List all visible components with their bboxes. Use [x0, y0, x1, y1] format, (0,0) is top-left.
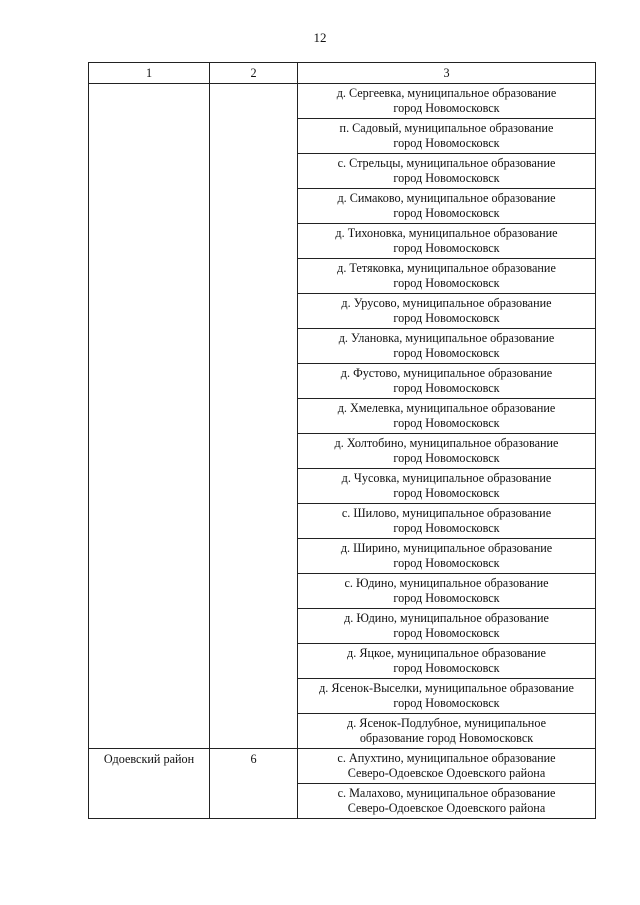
settlement-text-line: образование город Новомосковск: [359, 731, 534, 745]
settlement-text-line: город Новомосковск: [393, 696, 500, 710]
settlement-text-line: д. Улановка, муниципальное образование: [338, 331, 555, 345]
settlement-text-line: город Новомосковск: [393, 206, 500, 220]
settlement-cell: [298, 294, 596, 329]
settlement-text-line: с. Апухтино, муниципальное образование: [337, 751, 556, 765]
settlement-cell: [298, 574, 596, 609]
settlement-cell: [298, 119, 596, 154]
settlement-cell: [298, 259, 596, 294]
settlement-cell: [298, 189, 596, 224]
settlement-text-line: город Новомосковск: [393, 311, 500, 325]
table-row: [89, 84, 596, 119]
settlement-cell: [298, 784, 596, 819]
settlement-text-line: п. Садовый, муниципальное образование: [339, 121, 554, 135]
settlement-cell: [298, 679, 596, 714]
settlement-text-line: город Новомосковск: [393, 626, 500, 640]
settlement-text-line: город Новомосковск: [393, 346, 500, 360]
settlement-text-line: город Новомосковск: [393, 451, 500, 465]
settlement-text-line: д. Сергеевка, муниципальное образование: [336, 86, 557, 100]
header-cell-3: 3: [298, 63, 596, 84]
settlement-text-line: д. Хмелевка, муниципальное образование: [337, 401, 556, 415]
district-cell: [89, 84, 210, 749]
settlement-cell: [298, 329, 596, 364]
settlement-count: [210, 84, 297, 87]
settlement-text-line: город Новомосковск: [393, 416, 500, 430]
district-cell: [89, 749, 210, 819]
settlement-text-line: д. Холтобино, муниципальное образование: [334, 436, 559, 450]
settlement-text-line: д. Урусово, муниципальное образование: [341, 296, 552, 310]
settlement-text-line: с. Юдино, муниципальное образование: [344, 576, 549, 590]
settlement-text-line: город Новомосковск: [393, 276, 500, 290]
settlement-text-line: город Новомосковск: [393, 381, 500, 395]
settlements-table: [88, 62, 596, 819]
settlement-text-line: город Новомосковск: [393, 486, 500, 500]
count-cell: [210, 84, 298, 749]
settlement-text-line: Северо-Одоевское Одоевского района: [347, 766, 546, 780]
district-name: [89, 84, 209, 87]
settlement-cell: [298, 539, 596, 574]
settlement-text-line: город Новомосковск: [393, 171, 500, 185]
settlement-cell: [298, 644, 596, 679]
settlement-text-line: д. Ясенок-Выселки, муниципальное образование: [319, 681, 574, 695]
settlement-cell: [298, 469, 596, 504]
settlement-text-line: с. Малахово, муниципальное образование: [337, 786, 556, 800]
settlement-text-line: город Новомосковск: [393, 521, 500, 535]
district-name: Одоевский район: [103, 752, 195, 766]
settlement-text-line: д. Ясенок-Подлубное, муниципальное: [347, 716, 546, 730]
header-cell-2: 2: [210, 63, 298, 84]
count-cell: [210, 749, 298, 819]
settlement-text-line: город Новомосковск: [393, 661, 500, 675]
settlement-cell: [298, 609, 596, 644]
settlement-text-line: д. Фустово, муниципальное образование: [340, 366, 553, 380]
settlement-text-line: с. Стрельцы, муниципальное образование: [337, 156, 556, 170]
settlement-text-line: город Новомосковск: [393, 136, 500, 150]
settlement-text-line: д. Яцкое, муниципальное образование: [347, 646, 546, 660]
settlement-cell: [298, 154, 596, 189]
page-number: 12: [313, 30, 327, 45]
settlement-text-line: город Новомосковск: [393, 556, 500, 570]
settlement-count: 6: [250, 752, 257, 766]
settlement-cell: [298, 399, 596, 434]
settlement-cell: [298, 714, 596, 749]
header-cell-1: 1: [89, 63, 210, 84]
settlement-text-line: город Новомосковск: [393, 101, 500, 115]
table-header-row: [89, 63, 596, 84]
settlement-text-line: д. Ширино, муниципальное образование: [340, 541, 553, 555]
settlement-cell: [298, 364, 596, 399]
settlement-text-line: д. Симаково, муниципальное образование: [337, 191, 556, 205]
settlement-text-line: Северо-Одоевское Одоевского района: [347, 801, 546, 815]
settlement-text-line: город Новомосковск: [393, 591, 500, 605]
settlement-text-line: с. Шилово, муниципальное образование: [341, 506, 552, 520]
settlement-cell: [298, 84, 596, 119]
settlement-text-line: д. Юдино, муниципальное образование: [344, 611, 549, 625]
settlement-cell: [298, 224, 596, 259]
settlement-cell: [298, 749, 596, 784]
settlement-text-line: д. Тихоновка, муниципальное образование: [335, 226, 558, 240]
settlement-text-line: д. Чусовка, муниципальное образование: [341, 471, 552, 485]
settlement-cell: [298, 434, 596, 469]
table-row: [89, 749, 596, 784]
settlement-text-line: город Новомосковск: [393, 241, 500, 255]
settlement-text-line: д. Тетяковка, муниципальное образование: [337, 261, 556, 275]
settlement-cell: [298, 504, 596, 539]
